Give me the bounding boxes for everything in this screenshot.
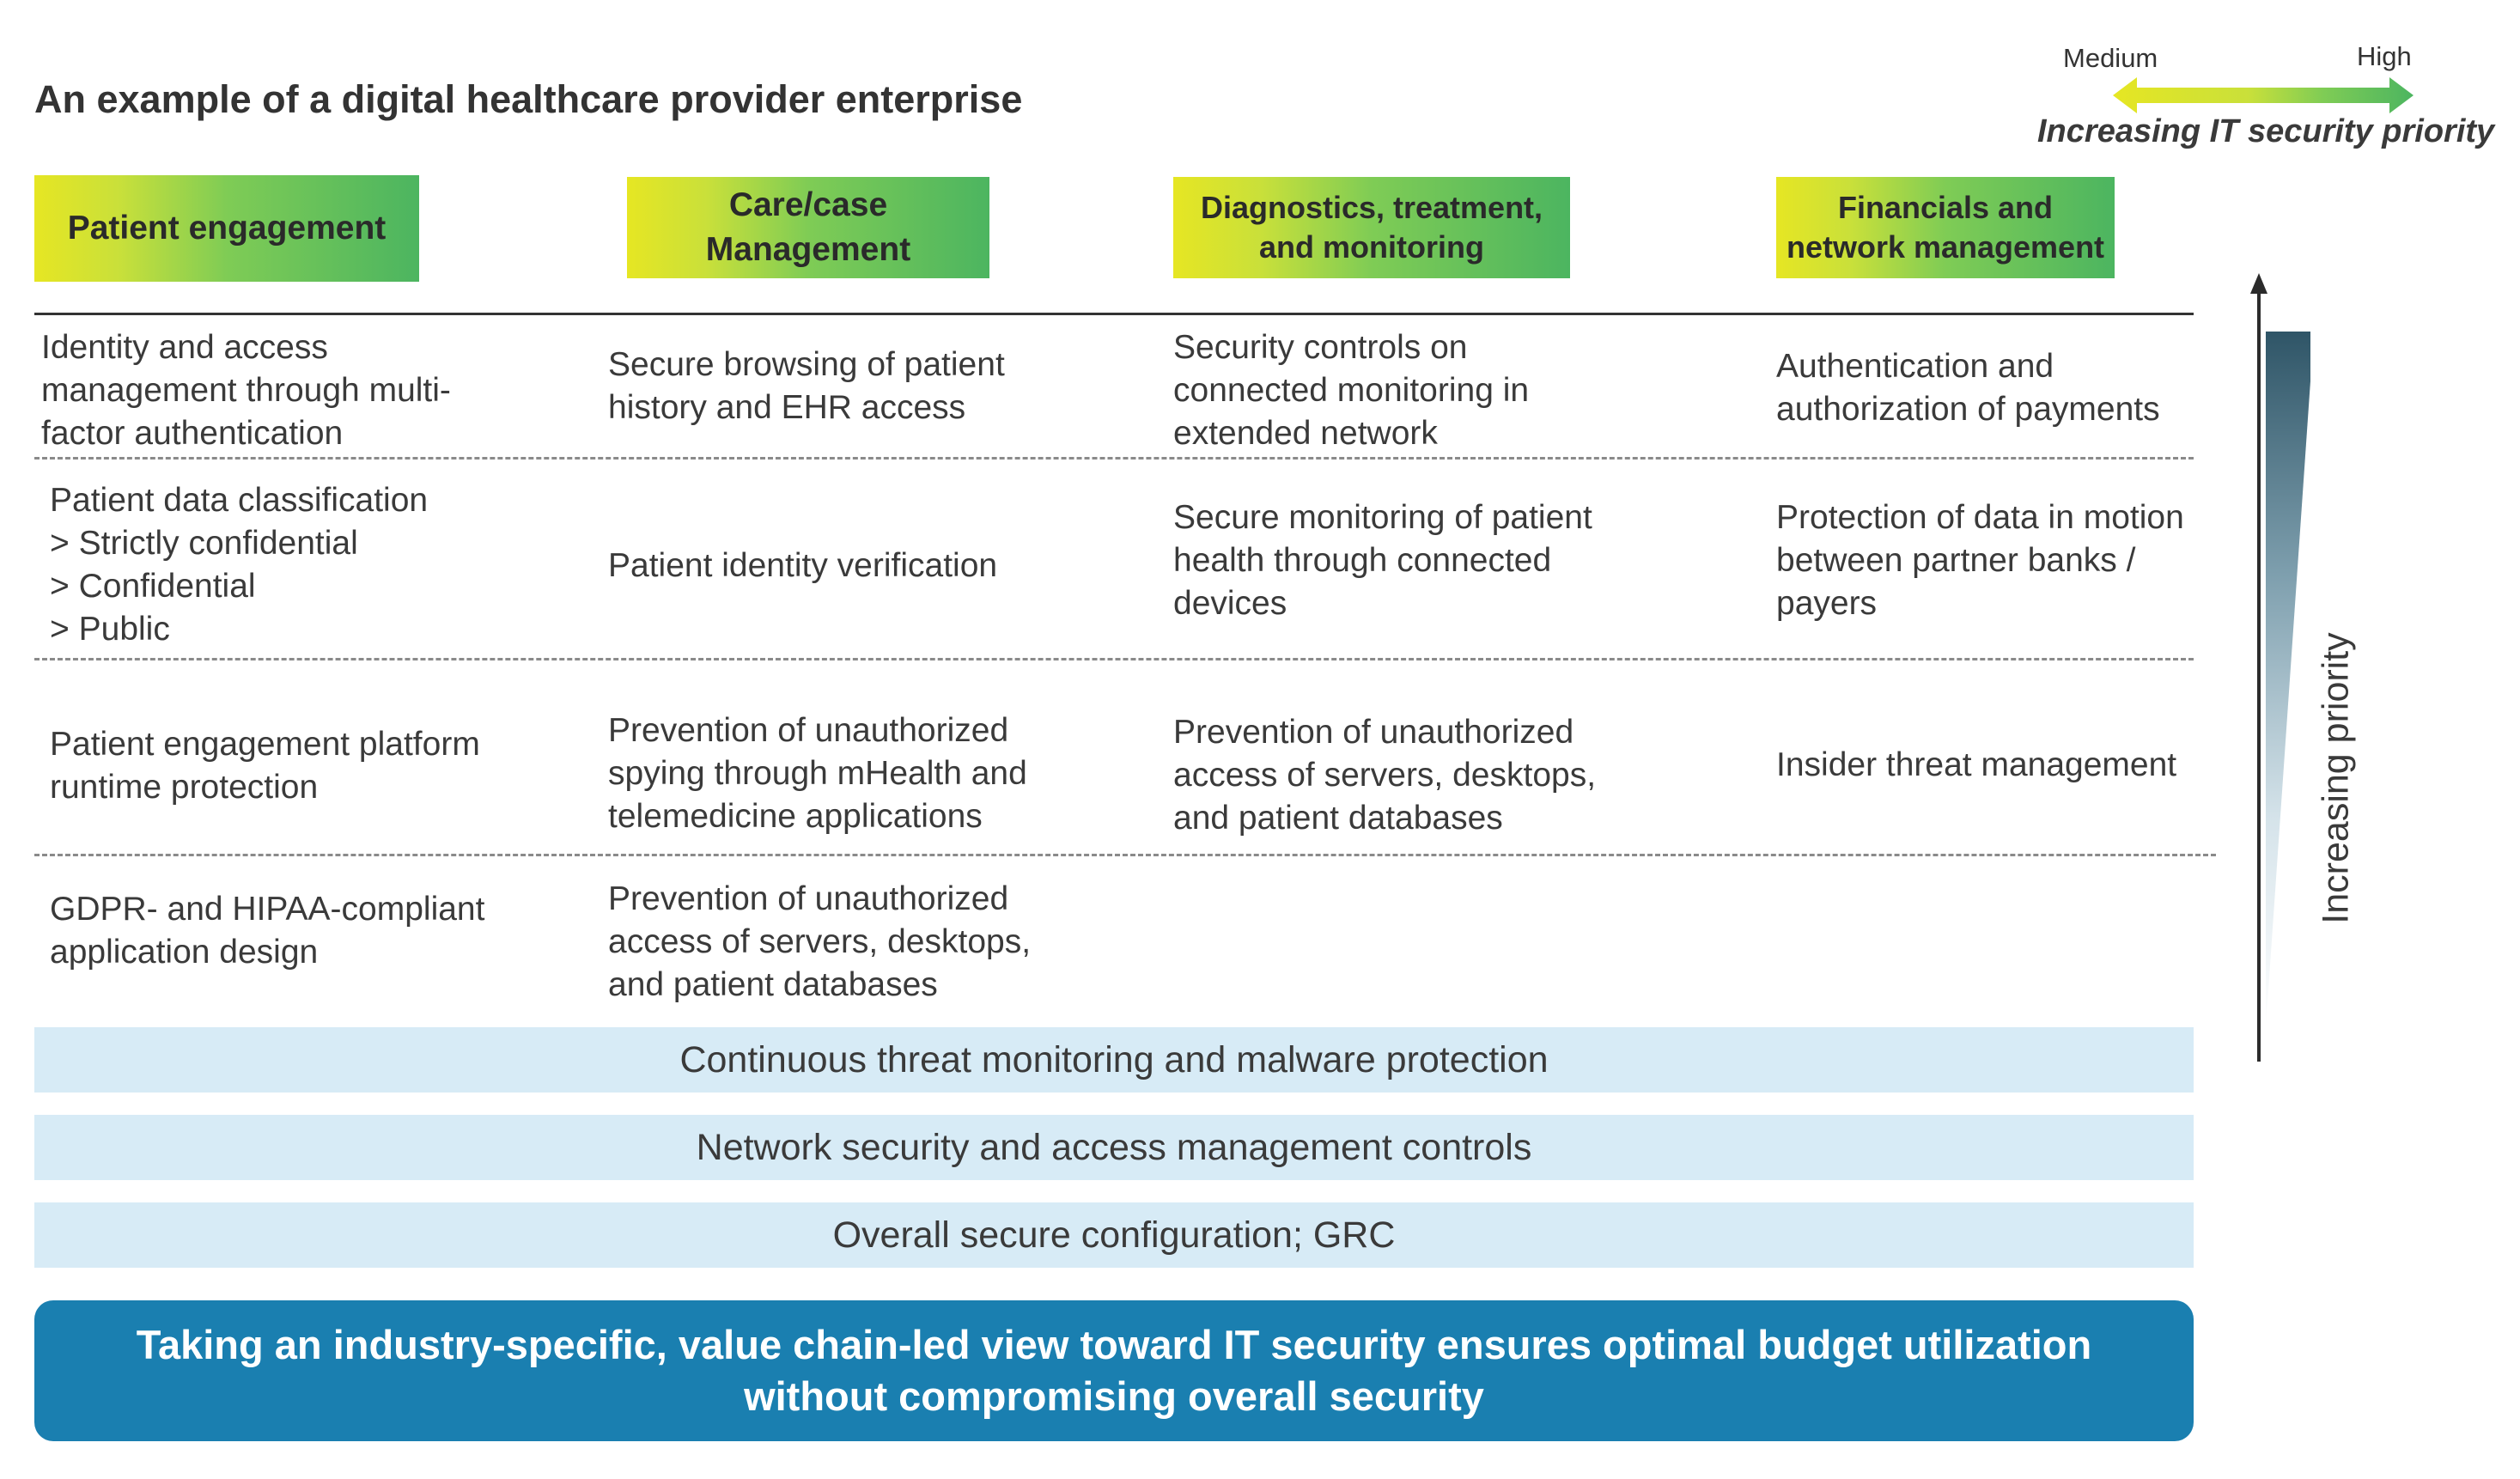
- cell-item: Authentication and authorization of payments: [1776, 348, 2160, 428]
- column-header-financials: Financials and network management: [1776, 177, 2115, 278]
- cell-item: Patient engagement platform runtime protection: [50, 726, 480, 806]
- page-title: An example of a digital healthcare provider enterprise: [34, 77, 1023, 121]
- up-arrow-icon: [2242, 271, 2310, 1070]
- cell-item: Identity and access management through multi- factor authentication: [41, 329, 451, 452]
- cell-item: Patient identity verification: [608, 547, 998, 584]
- row-divider: [34, 658, 2194, 660]
- column-header-patient-engagement: Patient engagement: [34, 175, 419, 282]
- cell-item: Secure browsing of patient history and EHR access: [608, 346, 1005, 426]
- conclusion-banner: Taking an industry-specific, value chain-led view toward IT security ensures optimal budget utilization without compromising overall security: [34, 1300, 2194, 1441]
- legend-high-label: High: [2357, 41, 2412, 71]
- cell-item: Insider threat management: [1776, 746, 2177, 783]
- header-divider: [34, 313, 2194, 315]
- cell-item: Patient data classification > Strictly confidential > Confidential > Public: [50, 482, 429, 648]
- cell-item: Secure monitoring of patient health through connected devices: [1173, 499, 1592, 622]
- column-header-diagnostics: Diagnostics, treatment, and monitoring: [1173, 177, 1570, 278]
- legend-caption: Increasing IT security priority: [2037, 113, 2495, 149]
- cell-item: GDPR- and HIPAA-compliant application design: [50, 891, 485, 971]
- column-header-care-case-management: Care/case Management: [627, 177, 989, 278]
- foundation-layer-secure-configuration: Overall secure configuration; GRC: [34, 1202, 2194, 1268]
- foundation-layer-network-security: Network security and access management controls: [34, 1115, 2194, 1180]
- row-divider: [34, 854, 2216, 856]
- cell-item: Prevention of unauthorized access of servers, desktops, and patient databases: [608, 880, 1032, 1003]
- cell-item: Security controls on connected monitoring in extended network: [1173, 329, 1530, 452]
- legend-medium-label: Medium: [2063, 43, 2158, 73]
- row-divider: [34, 457, 2194, 460]
- priority-axis-label: Increasing priority: [2315, 632, 2357, 924]
- cell-item: Prevention of unauthorized spying through mHealth and telemedicine applications: [608, 712, 1027, 835]
- foundation-layer-threat-monitoring: Continuous threat monitoring and malware protection: [34, 1027, 2194, 1093]
- double-headed-arrow-icon: [2113, 76, 2413, 115]
- cell-item: Protection of data in motion between partner banks / payers: [1776, 499, 2184, 622]
- cell-item: Prevention of unauthorized access of servers, desktops, and patient databases: [1173, 714, 1597, 837]
